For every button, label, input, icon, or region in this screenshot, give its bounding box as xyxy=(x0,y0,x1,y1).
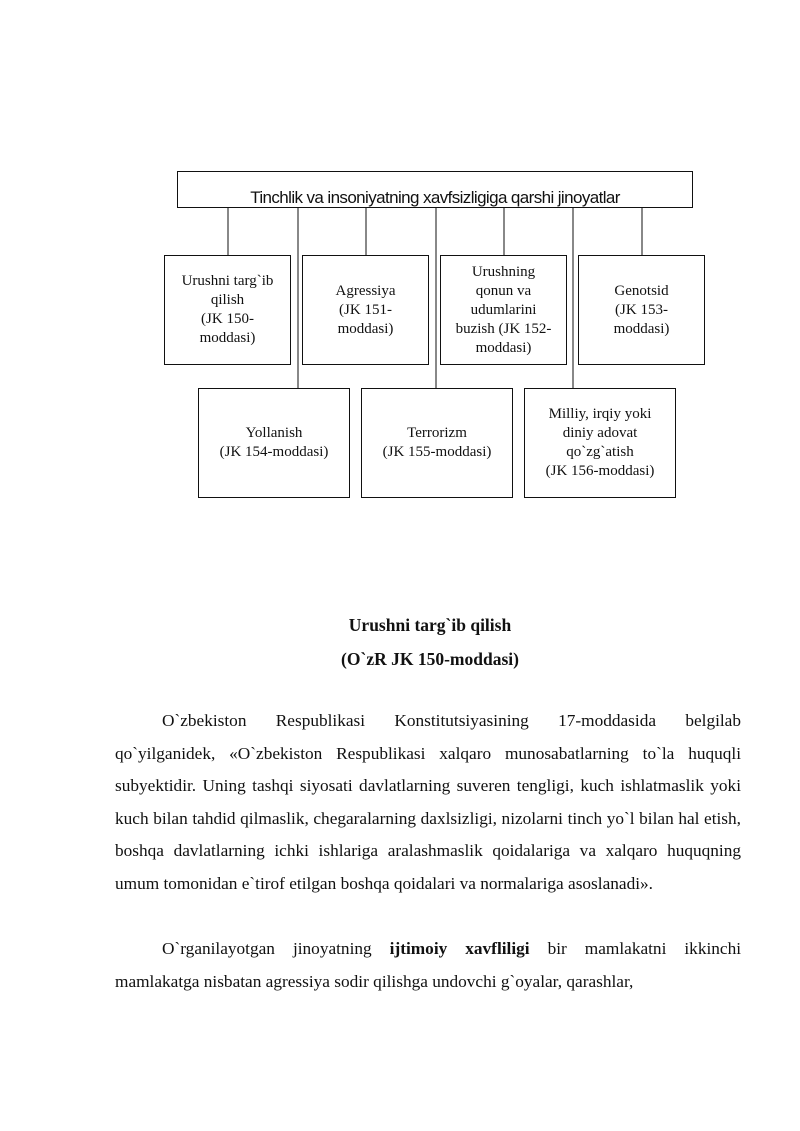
section-title: Urushni targ`ib qilish xyxy=(348,615,512,635)
box-mercenarism: Yollanish (JK 154-moddasi) xyxy=(198,388,350,498)
box-war-law-violation: Urushning qonun va udumlarini buzish (JK 152- moddasi) xyxy=(440,255,567,365)
paragraph-text-start: O`rganilayotgan jinoyatning xyxy=(162,939,390,958)
crime-classification-diagram xyxy=(0,0,800,520)
box-terrorism: Terrorizm (JK 155-moddasi) xyxy=(361,388,513,498)
paragraph-social-danger xyxy=(115,933,741,998)
box-war-propaganda: Urushni targ`ib qilish (JK 150- moddasi) xyxy=(164,255,291,365)
paragraph-constitution: O`zbekiston Respublikasi Konstitutsiyasining 17-moddasida belgilab qo`yilganidek, «O`zbekiston Respublikasi xalqaro munosabatlarning to`la huquqli subyektidir. Uning tashqi siyosati davlatlarning suveren tengligi, kuch ishlatmaslik yoki kuch bilan tahdid qilmaslik, chegaralarning daxlsizligi, nizolarni tinch yo`l bilan hal etish, boshqa davlatlarning ichki ishlariga aralashmaslik qoidalariga va xalqaro huquqning umum tomonidan e`tirof etilgan boshqa qoidalari va normalariga asoslanadi». xyxy=(115,711,741,893)
diagram-root-box: Tinchlik va insoniyatning xavfsizligiga qarshi jinoyatlar xyxy=(177,171,693,208)
paragraph-text-end: bir mamlakatni ikkinchi mamlakatga nisbatan agressiya sodir qilishga undovchi g`oyalar, qarashlar, xyxy=(115,939,742,991)
box-hatred-incitement: Milliy, irqiy yoki diniy adovat qo`zg`atish (JK 156-moddasi) xyxy=(524,388,676,498)
paragraph-bold-term: ijtimoiy xavfliligi xyxy=(389,939,530,958)
section-subtitle: (O`zR JK 150-moddasi) xyxy=(341,649,519,669)
box-genocide: Genotsid (JK 153- moddasi) xyxy=(578,255,705,365)
box-aggression: Agressiya (JK 151- moddasi) xyxy=(302,255,429,365)
